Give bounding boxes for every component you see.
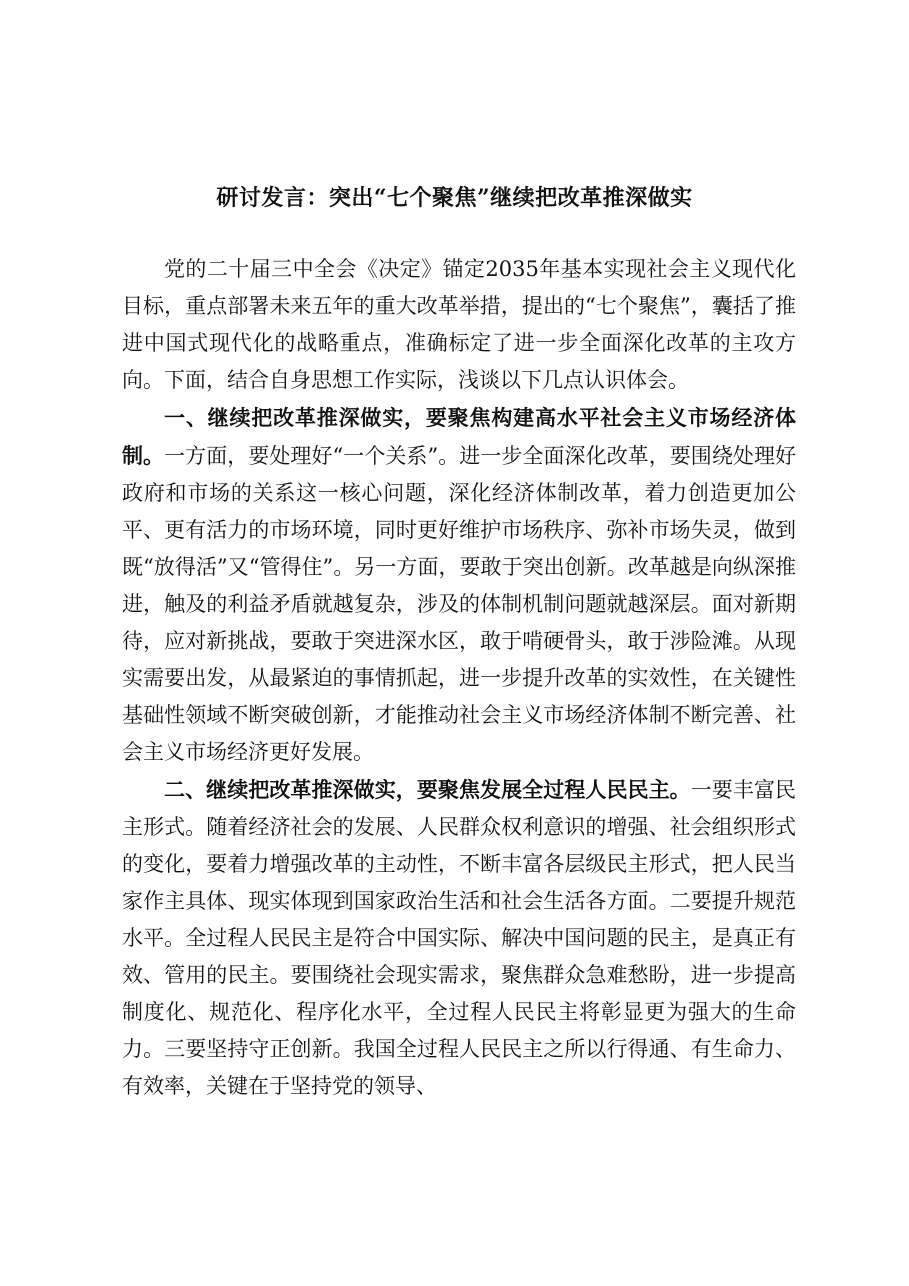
paragraph-text: 党的二十届三中全会《决定》锚定2035年基本实现社会主义现代化目标，重点部署未来五年的重大改革举措，提出的“七个聚焦”，囊括了推进中国式现代化的战略重点，准确标定了进一步全面深化改革的主攻方向。下面，结合自身思想工作实际，浅谈以下几点认识体会。 bbox=[122, 257, 796, 392]
paragraph-section-2 bbox=[122, 771, 796, 1105]
paragraph-text: 一要丰富民主形式。随着经济社会的发展、人民群众权利意识的增强、社会组织形式的变化，要着力增强改革的主动性，不断丰富各层级民主形式，把人民当家作主具体、现实体现到国家政治生活和社会生活各方面。二要提升规范水平。全过程人民民主是符合中国实际、解决中国问题的民主，是真正有效、管用的民主。要围绕社会现实需求，聚焦群众急难愁盼，进一步提高制度化、规范化、程序化水平，全过程人民民主将彰显更为强大的生命力。三要坚持守正创新。我国全过程人民民主之所以行得通、有生命力、有效率，关键在于坚持党的领导、 bbox=[122, 778, 797, 1098]
document-body bbox=[122, 250, 796, 1105]
section-2-heading: 二、继续把改革推深做实，要聚焦发展全过程人民民主。 bbox=[164, 777, 691, 802]
paragraph-intro bbox=[122, 250, 796, 399]
paragraph-text: 一方面，要处理好“一个关系”。进一步全面深化改革，要围绕处理好政府和市场的关系这一核心问题，深化经济体制改革，着力创造更加公平、更有活力的市场环境，同时更好维护市场秩序、弥补市场失灵，做到既“放得活”又“管得住”。另一方面，要敢于突出创新。改革越是向纵深推进，触及的利益矛盾就越复杂，涉及的体制机制问题就越深层。面对新期待，应对新挑战，要敢于突进深水区，敢于啃硬骨头，敢于涉险滩。从现实需要出发，从最紧迫的事情抓起，进一步提升改革的实效性，在关键性基础性领域不断突破创新，才能推动社会主义市场经济体制不断完善、社会主义市场经济更好发展。 bbox=[122, 444, 796, 764]
document-title: 研讨发言：突出“七个聚焦”继续把改革推深做实 bbox=[216, 185, 693, 211]
paragraph-section-1 bbox=[122, 399, 796, 771]
section-1-heading: 一、继续把改革推深做实，要聚焦构建高水平社会主义市场经济体制。 bbox=[122, 405, 796, 468]
